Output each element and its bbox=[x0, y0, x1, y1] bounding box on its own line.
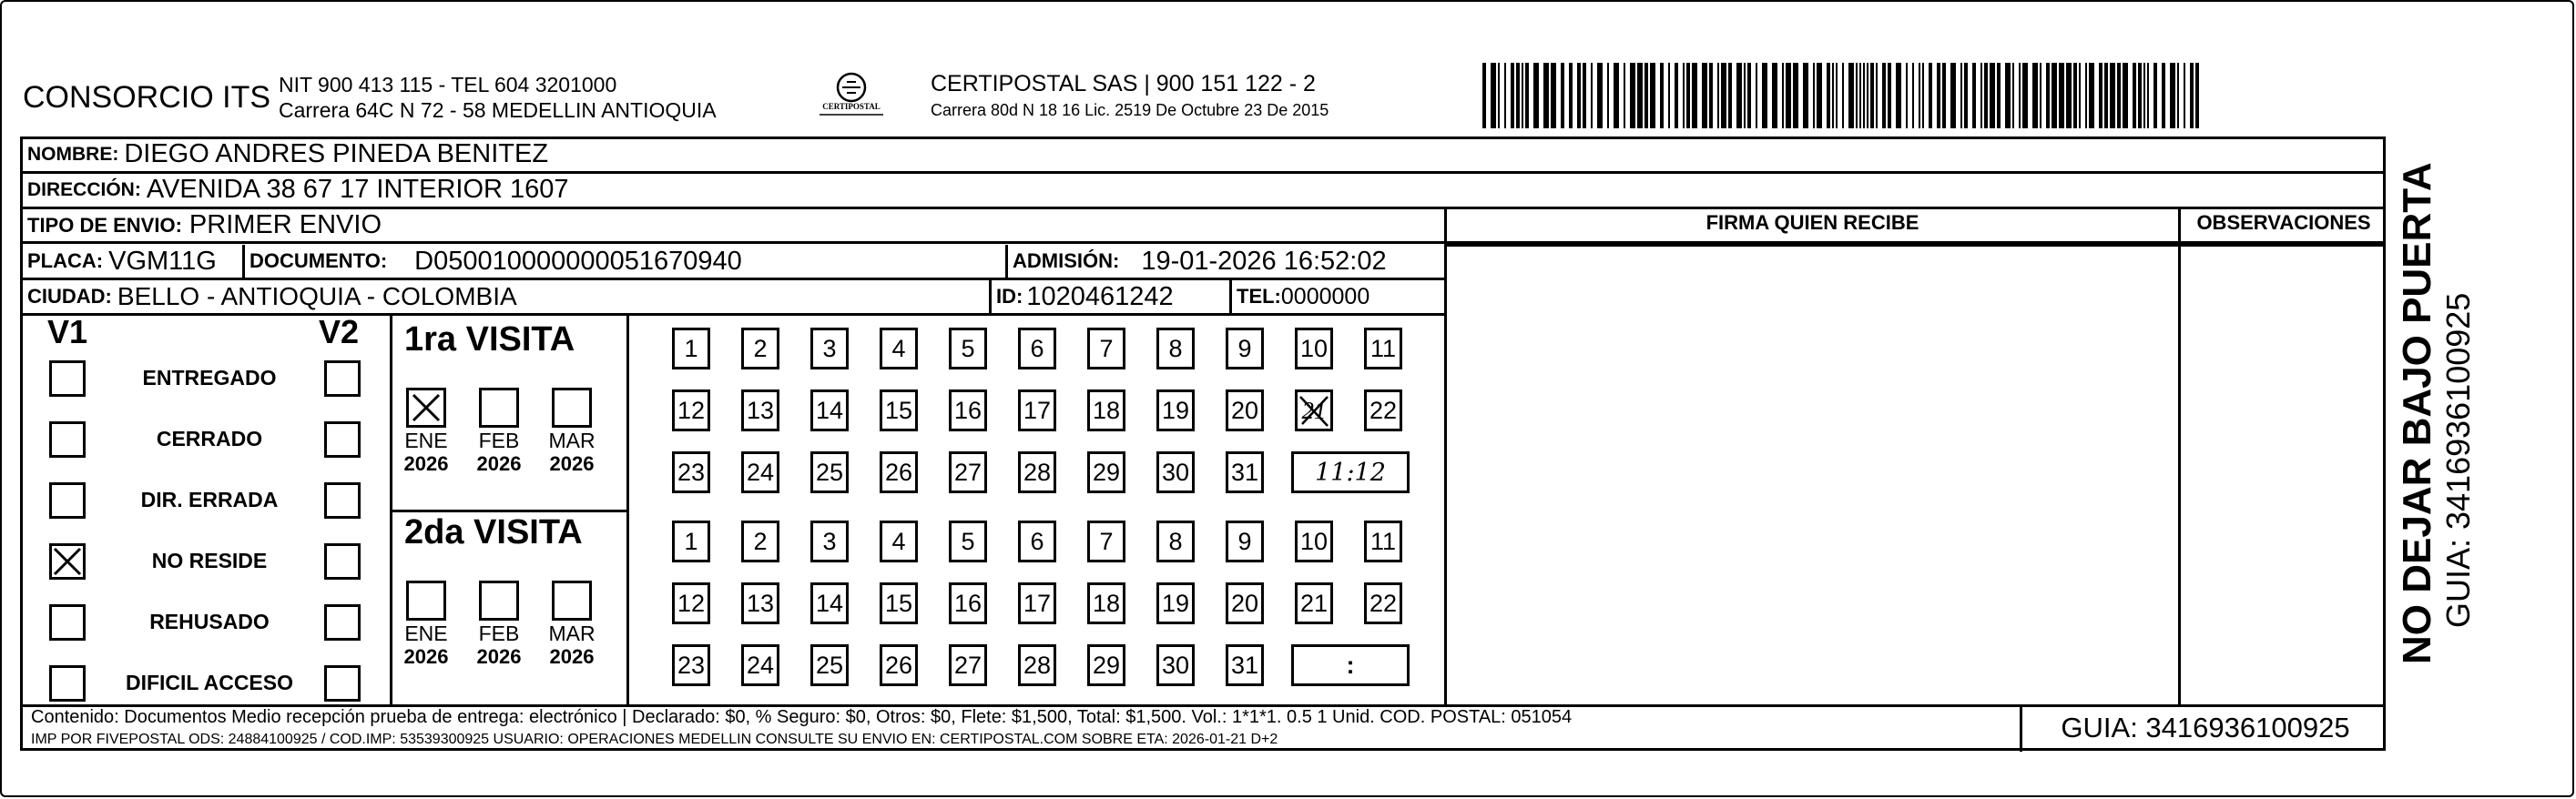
v1-checkbox[interactable] bbox=[49, 360, 86, 397]
visit2-day-31[interactable]: 31 bbox=[1226, 644, 1264, 686]
barcode-bar bbox=[1702, 63, 1707, 128]
visit2-day-21[interactable]: 21 bbox=[1295, 582, 1333, 624]
visit1-day-29[interactable]: 29 bbox=[1087, 451, 1125, 493]
barcode-bar bbox=[1906, 63, 1908, 128]
barcode-bar bbox=[2079, 63, 2081, 128]
visit2-year-label: 2026 bbox=[476, 645, 522, 668]
visit1-month-label: ENE bbox=[404, 429, 448, 452]
barcode-bar bbox=[1607, 63, 1609, 128]
visit1-day-9[interactable]: 9 bbox=[1226, 328, 1264, 369]
barcode-bar bbox=[1522, 63, 1523, 128]
visit2-day-14[interactable]: 14 bbox=[810, 582, 849, 624]
side-guia: GUIA: 3416936100925 bbox=[2439, 292, 2477, 628]
barcode-bar bbox=[1756, 63, 1757, 128]
visit1-month-checkbox[interactable] bbox=[552, 388, 592, 428]
barcode-bar bbox=[1876, 63, 1878, 128]
visit1-month-checkbox[interactable] bbox=[479, 388, 519, 428]
v2-checkbox[interactable] bbox=[324, 604, 361, 641]
placa-label: PLACA: bbox=[27, 249, 104, 272]
barcode-bar bbox=[1516, 63, 1520, 128]
visit1-day-19[interactable]: 19 bbox=[1156, 389, 1195, 431]
visit2-day-17[interactable]: 17 bbox=[1018, 582, 1056, 624]
barcode-bar bbox=[2190, 63, 2194, 128]
status-label: ENTREGADO bbox=[142, 366, 277, 389]
barcode-bar bbox=[1728, 63, 1732, 128]
v1-checkbox[interactable] bbox=[49, 604, 86, 641]
barcode-bar bbox=[1919, 63, 1920, 128]
visit1-time-box[interactable]: 11:12 bbox=[1291, 451, 1410, 493]
id-value: 1020461242 bbox=[1026, 281, 1174, 311]
barcode-bar bbox=[1972, 63, 1976, 128]
footer-line-2: IMP POR FIVEPOSTAL ODS: 24884100925 / COD.IMP: 53539300925 USUARIO: OPERACIONES MEDELLIN CONSULTE SU ENVIO EN: CERTIPOSTAL.COM SOBRE ETA: 2026-01-21 D+2 bbox=[31, 732, 1278, 747]
nombre-label: NOMBRE: bbox=[27, 143, 119, 165]
barcode-bar bbox=[2032, 63, 2038, 128]
footer-line-1: Contenido: Documentos Medio recepción prueba de entrega: electrónico | Declarado: $0, % Seguro: $0, Otros: $0, Flete: $1,500, Total: $1,500. Vol.: 1*1*1. 0.5 1 Unid. COD. POSTAL: 051054 bbox=[31, 707, 1573, 727]
barcode-bar bbox=[1591, 63, 1593, 128]
visit1-day-13[interactable]: 13 bbox=[741, 389, 779, 431]
barcode-bar bbox=[1922, 63, 1924, 128]
barcode-bar bbox=[1912, 63, 1914, 128]
barcode-bar bbox=[1686, 63, 1690, 128]
barcode-bar bbox=[1747, 63, 1751, 128]
barcode-bar bbox=[1950, 63, 1956, 128]
visit2-day-27[interactable]: 27 bbox=[949, 644, 987, 686]
visit1-day-2[interactable]: 2 bbox=[741, 328, 779, 369]
v2-checkbox[interactable] bbox=[324, 482, 361, 519]
barcode-bar bbox=[2110, 63, 2115, 128]
visit1-year-label: 2026 bbox=[476, 452, 522, 475]
visit1-day-15[interactable]: 15 bbox=[880, 389, 918, 431]
visit2-title: 2da VISITA bbox=[404, 513, 583, 551]
barcode-bar bbox=[1832, 63, 1834, 128]
visit2-day-18[interactable]: 18 bbox=[1087, 582, 1125, 624]
tel-label: TEL: bbox=[1237, 285, 1281, 308]
nombre-value: DIEGO ANDRES PINEDA BENITEZ bbox=[124, 139, 549, 168]
v1-checkbox[interactable] bbox=[49, 665, 86, 702]
side-text bbox=[2395, 155, 2504, 664]
barcode-bar bbox=[1504, 63, 1506, 128]
v1-label: V1 bbox=[47, 313, 88, 350]
barcode-bar bbox=[1498, 63, 1500, 128]
barcode-bar bbox=[1929, 63, 1932, 128]
placa-row bbox=[27, 244, 217, 278]
visit2-year-label: 2026 bbox=[403, 645, 449, 668]
status-label: CERRADO bbox=[156, 427, 263, 450]
barcode-bar bbox=[1597, 63, 1603, 128]
barcode-bar bbox=[1650, 63, 1655, 128]
barcode-bar bbox=[1491, 63, 1496, 128]
visit1-day-30[interactable]: 30 bbox=[1156, 451, 1195, 493]
ciudad-row bbox=[27, 279, 517, 314]
visit2-day-12[interactable]: 12 bbox=[672, 582, 710, 624]
v1-checkbox[interactable] bbox=[49, 421, 86, 458]
day-number: 21 bbox=[1301, 396, 1327, 424]
visit2-day-16[interactable]: 16 bbox=[949, 582, 987, 624]
company-name: CONSORCIO ITS bbox=[23, 80, 271, 115]
barcode-bar bbox=[2117, 63, 2121, 128]
observaciones-header: OBSERVACIONES bbox=[2196, 211, 2371, 234]
carrier-info-1: CERTIPOSTAL SAS | 900 151 122 - 2 bbox=[931, 71, 1316, 96]
v2-checkbox[interactable] bbox=[324, 665, 361, 702]
visit2-day-13[interactable]: 13 bbox=[741, 582, 779, 624]
barcode-bar bbox=[2085, 63, 2087, 128]
status-label: NO RESIDE bbox=[151, 549, 268, 572]
barcode-bar bbox=[2123, 63, 2128, 128]
barcode-bar bbox=[1960, 63, 1962, 128]
barcode-bar bbox=[2099, 63, 2103, 128]
barcode-bar bbox=[2143, 63, 2145, 128]
visit1-title: 1ra VISITA bbox=[404, 320, 575, 359]
tel-row bbox=[1237, 279, 1369, 314]
visit2-day-8[interactable]: 8 bbox=[1156, 521, 1195, 562]
visit2-day-5[interactable]: 5 bbox=[949, 521, 987, 562]
visit2-month-label: ENE bbox=[404, 622, 448, 645]
barcode-bar bbox=[1867, 63, 1868, 128]
visit1-day-12[interactable]: 12 bbox=[672, 389, 710, 431]
barcode-bar bbox=[2195, 63, 2199, 128]
barcode-bar bbox=[1511, 63, 1514, 128]
barcode-bar bbox=[1762, 63, 1767, 128]
company-info-2: Carrera 64C N 72 - 58 MEDELLIN ANTIOQUIA bbox=[279, 98, 717, 122]
barcode-bar bbox=[1543, 63, 1549, 128]
barcode-bar bbox=[1692, 63, 1697, 128]
barcode-bar bbox=[1786, 63, 1791, 128]
v2-checkbox[interactable] bbox=[324, 543, 361, 580]
status-label: DIFICIL ACCESO bbox=[125, 671, 293, 694]
visit2-month-label: FEB bbox=[478, 622, 520, 645]
visit1-day-21[interactable] bbox=[1295, 389, 1333, 431]
status-label: REHUSADO bbox=[149, 610, 270, 633]
barcode-bar bbox=[1583, 63, 1586, 128]
barcode-bar bbox=[1772, 63, 1777, 128]
visit1-month-label: MAR bbox=[548, 429, 596, 452]
barcode-bar bbox=[1888, 63, 1891, 128]
visit2-day-30[interactable]: 30 bbox=[1156, 644, 1195, 686]
visit2-day-24[interactable]: 24 bbox=[741, 644, 779, 686]
barcode-bar bbox=[1980, 63, 1982, 128]
visit2-day-7[interactable]: 7 bbox=[1087, 521, 1125, 562]
visit2-time-box[interactable]: : bbox=[1291, 644, 1410, 686]
visit1-day-25[interactable]: 25 bbox=[810, 451, 849, 493]
visit1-day-11[interactable]: 11 bbox=[1364, 328, 1402, 369]
visit2-day-25[interactable]: 25 bbox=[810, 644, 849, 686]
barcode-bar bbox=[1569, 63, 1573, 128]
footer-guia: GUIA: 3416936100925 bbox=[2061, 712, 2350, 743]
barcode-bar bbox=[1644, 63, 1648, 128]
side-warning: NO DEJAR BAJO PUERTA bbox=[2395, 162, 2439, 664]
visit1-day-18[interactable]: 18 bbox=[1087, 389, 1125, 431]
visit1-day-6[interactable]: 6 bbox=[1018, 328, 1056, 369]
barcode-bar bbox=[2059, 63, 2064, 128]
nombre-row bbox=[27, 137, 548, 171]
tipo-envio-label: TIPO DE ENVIO: bbox=[27, 213, 182, 237]
barcode-bar bbox=[2138, 63, 2142, 128]
barcode-bar bbox=[1793, 63, 1798, 128]
company-info-1: NIT 900 413 115 - TEL 604 3201000 bbox=[279, 73, 617, 96]
visit2-month-label: MAR bbox=[548, 622, 596, 645]
documento-row bbox=[249, 244, 742, 278]
visit1-day-10[interactable]: 10 bbox=[1295, 328, 1333, 369]
firma-header: FIRMA QUIEN RECIBE bbox=[1705, 211, 1919, 234]
tipo-envio-value: PRIMER ENVIO bbox=[188, 210, 382, 239]
certipostal-logo bbox=[812, 69, 891, 124]
visit2-day-9[interactable]: 9 bbox=[1226, 521, 1264, 562]
visit1-day-5[interactable]: 5 bbox=[949, 328, 987, 369]
barcode-bar bbox=[2153, 63, 2157, 128]
direccion-label: DIRECCIÓN: bbox=[27, 178, 141, 200]
barcode-bar bbox=[1717, 63, 1719, 128]
admision-row bbox=[1013, 244, 1387, 278]
placa-value: VGM11G bbox=[108, 246, 217, 276]
barcode-bar bbox=[1668, 63, 1670, 128]
visit2-day-23[interactable]: 23 bbox=[672, 644, 710, 686]
visit1-day-1[interactable]: 1 bbox=[672, 328, 710, 369]
barcode-bar bbox=[1813, 63, 1815, 128]
visit2-day-29[interactable]: 29 bbox=[1087, 644, 1125, 686]
barcode-bar bbox=[1937, 63, 1940, 128]
visit2-day-26[interactable]: 26 bbox=[880, 644, 918, 686]
barcode-bar bbox=[2052, 63, 2057, 128]
barcode-bar bbox=[2184, 63, 2185, 128]
barcode-bar bbox=[2162, 63, 2165, 128]
id-label: ID: bbox=[996, 285, 1023, 308]
barcode-bar bbox=[2170, 63, 2175, 128]
visit2-day-11[interactable]: 11 bbox=[1364, 521, 1402, 562]
barcode-bar bbox=[1675, 63, 1678, 128]
barcode-bar bbox=[1577, 63, 1581, 128]
barcode-bar bbox=[2073, 63, 2077, 128]
barcode-bar bbox=[2005, 63, 2011, 128]
visit1-day-20[interactable]: 20 bbox=[1226, 389, 1264, 431]
barcode-bar bbox=[1870, 63, 1874, 128]
v2-checkbox[interactable] bbox=[324, 421, 361, 458]
visit2-day-20[interactable]: 20 bbox=[1226, 582, 1264, 624]
visit1-day-4[interactable]: 4 bbox=[880, 328, 918, 369]
v1-check-mark bbox=[49, 543, 86, 580]
visit1-day-28[interactable]: 28 bbox=[1018, 451, 1056, 493]
visit2-day-6[interactable]: 6 bbox=[1018, 521, 1056, 562]
barcode-bar bbox=[1896, 63, 1901, 128]
visit2-day-22[interactable]: 22 bbox=[1364, 582, 1402, 624]
day-cross-mark bbox=[1295, 389, 1333, 431]
visit1-day-24[interactable]: 24 bbox=[741, 451, 779, 493]
barcode-bar bbox=[2177, 63, 2179, 128]
visit2-month-checkbox[interactable] bbox=[406, 581, 446, 621]
barcode-bar bbox=[2040, 63, 2041, 128]
barcode-bar bbox=[2019, 63, 2021, 128]
barcode-bar bbox=[1614, 63, 1619, 128]
barcode-bar bbox=[1856, 63, 1858, 128]
visit2-day-1[interactable]: 1 bbox=[672, 521, 710, 562]
documento-label: DOCUMENTO: bbox=[249, 249, 388, 272]
visit1-month-label: FEB bbox=[478, 429, 520, 452]
visit1-year-label: 2026 bbox=[403, 452, 449, 475]
barcode-bar bbox=[1525, 63, 1529, 128]
visit2-month-checkbox[interactable] bbox=[479, 581, 519, 621]
barcode-bar bbox=[1561, 63, 1564, 128]
visit2-day-15[interactable]: 15 bbox=[880, 582, 918, 624]
barcode-bar bbox=[2147, 63, 2149, 128]
visit2-day-4[interactable]: 4 bbox=[880, 521, 918, 562]
barcode-bar bbox=[1984, 63, 1988, 128]
visit2-month-checkbox[interactable] bbox=[552, 581, 592, 621]
visit2-year-label: 2026 bbox=[549, 645, 595, 668]
barcode-bar bbox=[1533, 63, 1539, 128]
barcode-bar bbox=[1863, 63, 1865, 128]
visit1-year-label: 2026 bbox=[549, 452, 595, 475]
barcode-bar bbox=[2089, 63, 2094, 128]
v2-checkbox[interactable] bbox=[324, 360, 361, 397]
barcode-bar bbox=[1997, 63, 2001, 128]
admision-label: ADMISIÓN: bbox=[1013, 249, 1120, 272]
admision-value: 19-01-2026 16:52:02 bbox=[1141, 246, 1387, 276]
visit1-day-22[interactable]: 22 bbox=[1364, 389, 1402, 431]
visit2-day-3[interactable]: 3 bbox=[810, 521, 849, 562]
ciudad-value: BELLO - ANTIOQUIA - COLOMBIA bbox=[117, 282, 517, 310]
documento-value: D050010000000051670940 bbox=[414, 246, 742, 276]
visit1-day-16[interactable]: 16 bbox=[949, 389, 987, 431]
barcode-bar bbox=[1859, 63, 1861, 128]
barcode-bar bbox=[1744, 63, 1746, 128]
visit1-day-17[interactable]: 17 bbox=[1018, 389, 1056, 431]
visit1-day-8[interactable]: 8 bbox=[1156, 328, 1195, 369]
direccion-row bbox=[27, 173, 569, 207]
barcode-bar bbox=[1736, 63, 1742, 128]
visit1-day-27[interactable]: 27 bbox=[949, 451, 987, 493]
visit2-day-10[interactable]: 10 bbox=[1295, 521, 1333, 562]
visit2-day-2[interactable]: 2 bbox=[741, 521, 779, 562]
status-label: DIR. ERRADA bbox=[140, 488, 279, 511]
barcode-bar bbox=[1942, 63, 1946, 128]
barcode-bar bbox=[1782, 63, 1784, 128]
barcode-bar bbox=[2012, 63, 2014, 128]
barcode-bar bbox=[1709, 63, 1713, 128]
v2-label: V2 bbox=[319, 313, 360, 350]
visit1-day-7[interactable]: 7 bbox=[1087, 328, 1125, 369]
visit2-day-19[interactable]: 19 bbox=[1156, 582, 1195, 624]
visit1-day-14[interactable]: 14 bbox=[810, 389, 849, 431]
barcode-bar bbox=[1630, 63, 1635, 128]
barcode bbox=[1482, 63, 2202, 128]
visit1-day-31[interactable]: 31 bbox=[1226, 451, 1264, 493]
visit1-month-check-mark bbox=[408, 389, 444, 426]
barcode-bar bbox=[2133, 63, 2136, 128]
barcode-bar bbox=[1990, 63, 1995, 128]
barcode-bar bbox=[1683, 63, 1685, 128]
tel-value: 0000000 bbox=[1280, 283, 1370, 309]
visit1-day-3[interactable]: 3 bbox=[810, 328, 849, 369]
barcode-bar bbox=[1660, 63, 1664, 128]
barcode-bar bbox=[1842, 63, 1844, 128]
barcode-bar bbox=[1803, 63, 1808, 128]
barcode-bar bbox=[1848, 63, 1854, 128]
logo-text: CERTIPOSTAL bbox=[822, 102, 881, 111]
barcode-bar bbox=[1482, 63, 1486, 128]
barcode-bar bbox=[1882, 63, 1886, 128]
visit1-day-23[interactable]: 23 bbox=[672, 451, 710, 493]
barcode-bar bbox=[1836, 63, 1838, 128]
tipo-envio-row bbox=[27, 208, 382, 242]
barcode-bar bbox=[1551, 63, 1556, 128]
visit1-day-26[interactable]: 26 bbox=[880, 451, 918, 493]
id-row bbox=[996, 279, 1174, 314]
barcode-bar bbox=[1637, 63, 1643, 128]
v1-checkbox[interactable] bbox=[49, 482, 86, 519]
barcode-bar bbox=[2046, 63, 2050, 128]
barcode-bar bbox=[1721, 63, 1726, 128]
barcode-bar bbox=[2104, 63, 2108, 128]
ciudad-label: CIUDAD: bbox=[27, 285, 112, 308]
barcode-bar bbox=[1827, 63, 1830, 128]
direccion-value: AVENIDA 38 67 17 INTERIOR 1607 bbox=[146, 175, 569, 204]
barcode-bar bbox=[1817, 63, 1822, 128]
visit2-day-28[interactable]: 28 bbox=[1018, 644, 1056, 686]
barcode-bar bbox=[2066, 63, 2072, 128]
barcode-bar bbox=[1624, 63, 1625, 128]
carrier-info-2: Carrera 80d N 18 16 Lic. 2519 De Octubre 23 De 2015 bbox=[931, 101, 1329, 119]
barcode-bar bbox=[1964, 63, 1968, 128]
barcode-bar bbox=[2022, 63, 2028, 128]
